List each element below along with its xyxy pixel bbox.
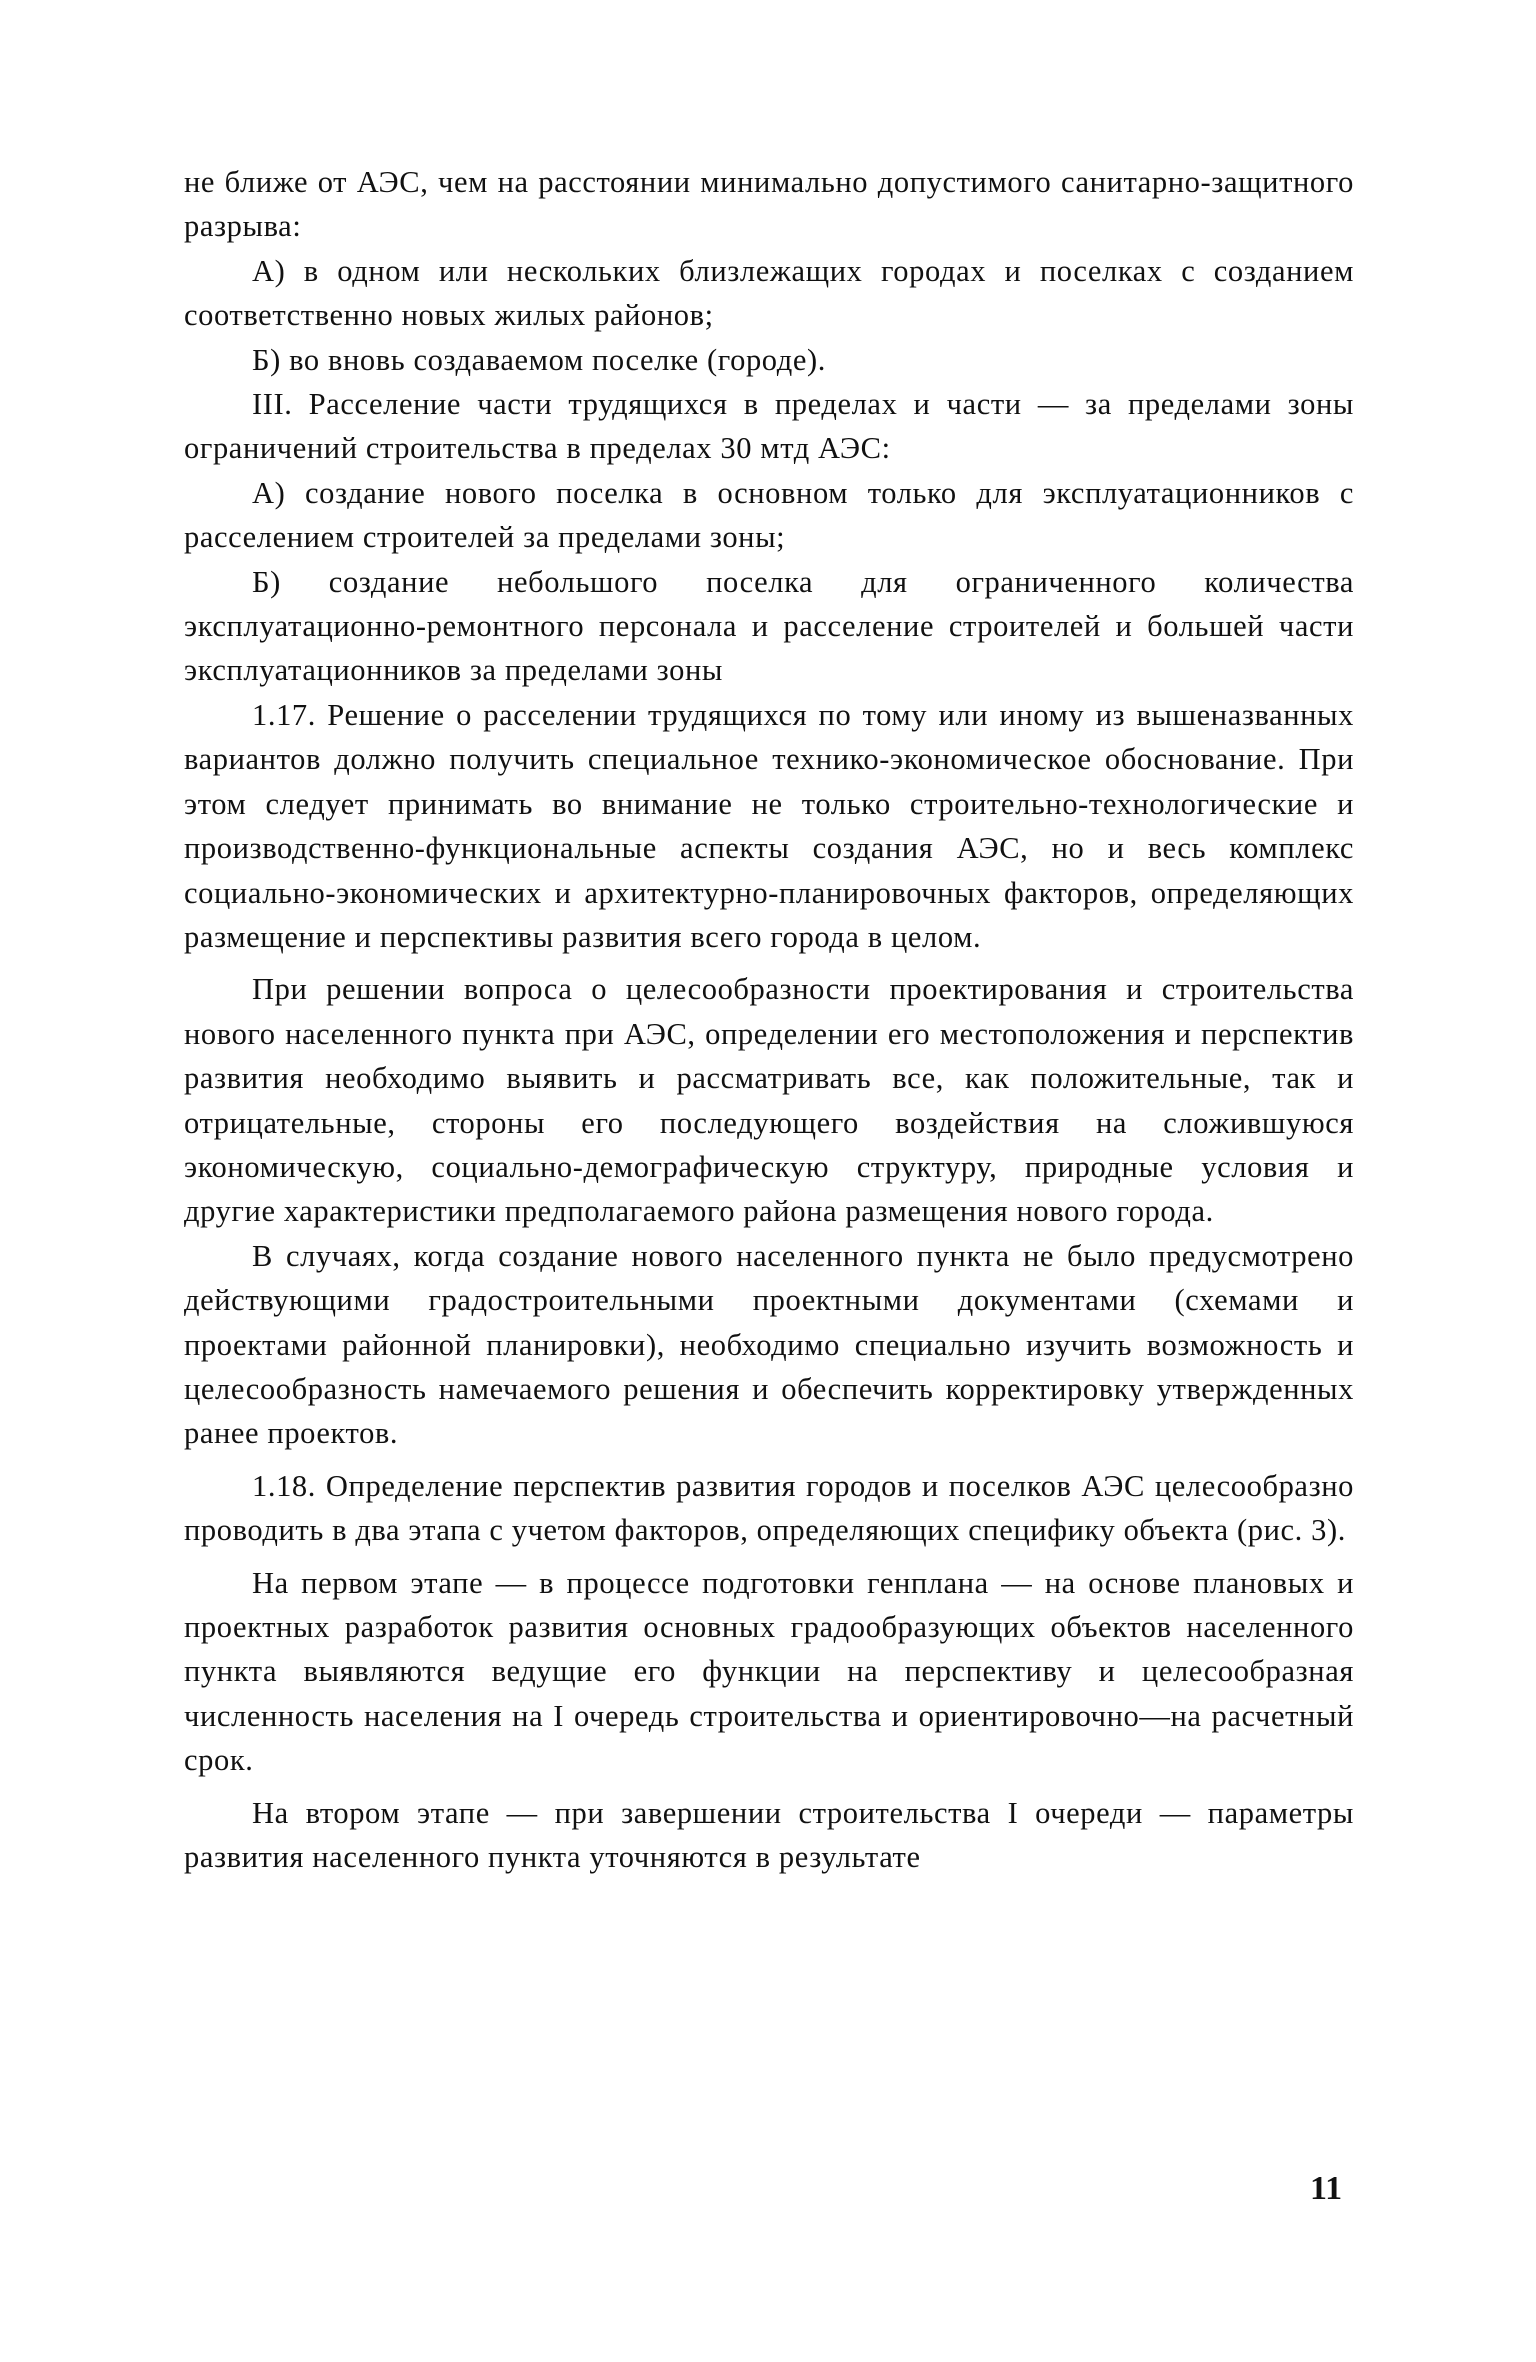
paragraph-new-settlement-cases: В случаях, когда создание нового населенного пункта не было предусмотрено действующими градостроительными проектными документами (схемами и проектами районной планировки), необходимо специально изучить возможность и целесообразность намечаемого решения и обеспечить корректировку утвержденных ранее проектов. xyxy=(184,1238,1354,1451)
paragraph-section-iii: III. Расселение части трудящихся в пределах и части — за пределами зоны ограничений строительства в пределах 30 мтд АЭС: xyxy=(184,387,1354,466)
body-text xyxy=(184,160,1354,1879)
paragraph-first-stage: На первом этапе — в процессе подготовки генплана — на основе плановых и проектных разработок развития основных градообразующих объектов населенного пункта выявляются ведущие его функции на перспективу и целесообразная численность населения на I очередь строительства и ориентировочно—на расчетный срок. xyxy=(184,1565,1354,1778)
paragraph-option-b-1: Б) во вновь создаваемом поселке (городе). xyxy=(252,342,827,377)
paragraph-option-a-2: А) создание нового поселка в основном только для эксплуатационников с расселением строителей за пределами зоны; xyxy=(184,475,1354,555)
paragraph-1-18: 1.18. Определение перспектив развития городов и поселков АЭС целесообразно проводить в два этапа с учетом факторов, определяющих специфику объекта (рис. 3). xyxy=(184,1468,1354,1548)
paragraph-option-b-2: Б) создание небольшого поселка для ограниченного количества эксплуатационно-ремонтного персонала и расселение строителей и большей части эксплуатационников за пределами зоны xyxy=(184,564,1354,688)
paragraph-1-17: 1.17. Решение о расселении трудящихся по тому или иному из вышеназванных вариантов должно получить специальное технико-экономическое обоснование. При этом следует принимать во внимание не только строительно-технологические и производственно-функциональные аспекты создания АЭС, но и весь комплекс социально-экономических и архитектурно-планировочных факторов, определяющих размещение и перспективы развития всего города в целом. xyxy=(184,697,1354,954)
paragraph-settlement-decision: При решении вопроса о целесообразности проектирования и строительства нового населенного пункта при АЭС, определении его местоположения и перспектив развития необходимо выявить и рассматривать все, как положительные, так и отрицательные, стороны его последующего воздействия на сложившуюся экономическую, социально-демографическую структуру, природные условия и другие характеристики предполагаемого района размещения нового города. xyxy=(184,972,1354,1229)
paragraph-second-stage: На втором этапе — при завершении строительства I очереди — параметры развития населенного пункта уточняются в результате xyxy=(184,1795,1354,1875)
paragraph-continuation: не ближе от АЭС, чем на расстоянии минимально допустимого санитарно-защитного разрыва: xyxy=(184,165,1354,244)
page-number: 11 xyxy=(1310,2170,1343,2207)
paragraph-option-a-1: А) в одном или нескольких близлежащих городах и поселках с созданием соответственно новых жилых районов; xyxy=(184,253,1354,333)
